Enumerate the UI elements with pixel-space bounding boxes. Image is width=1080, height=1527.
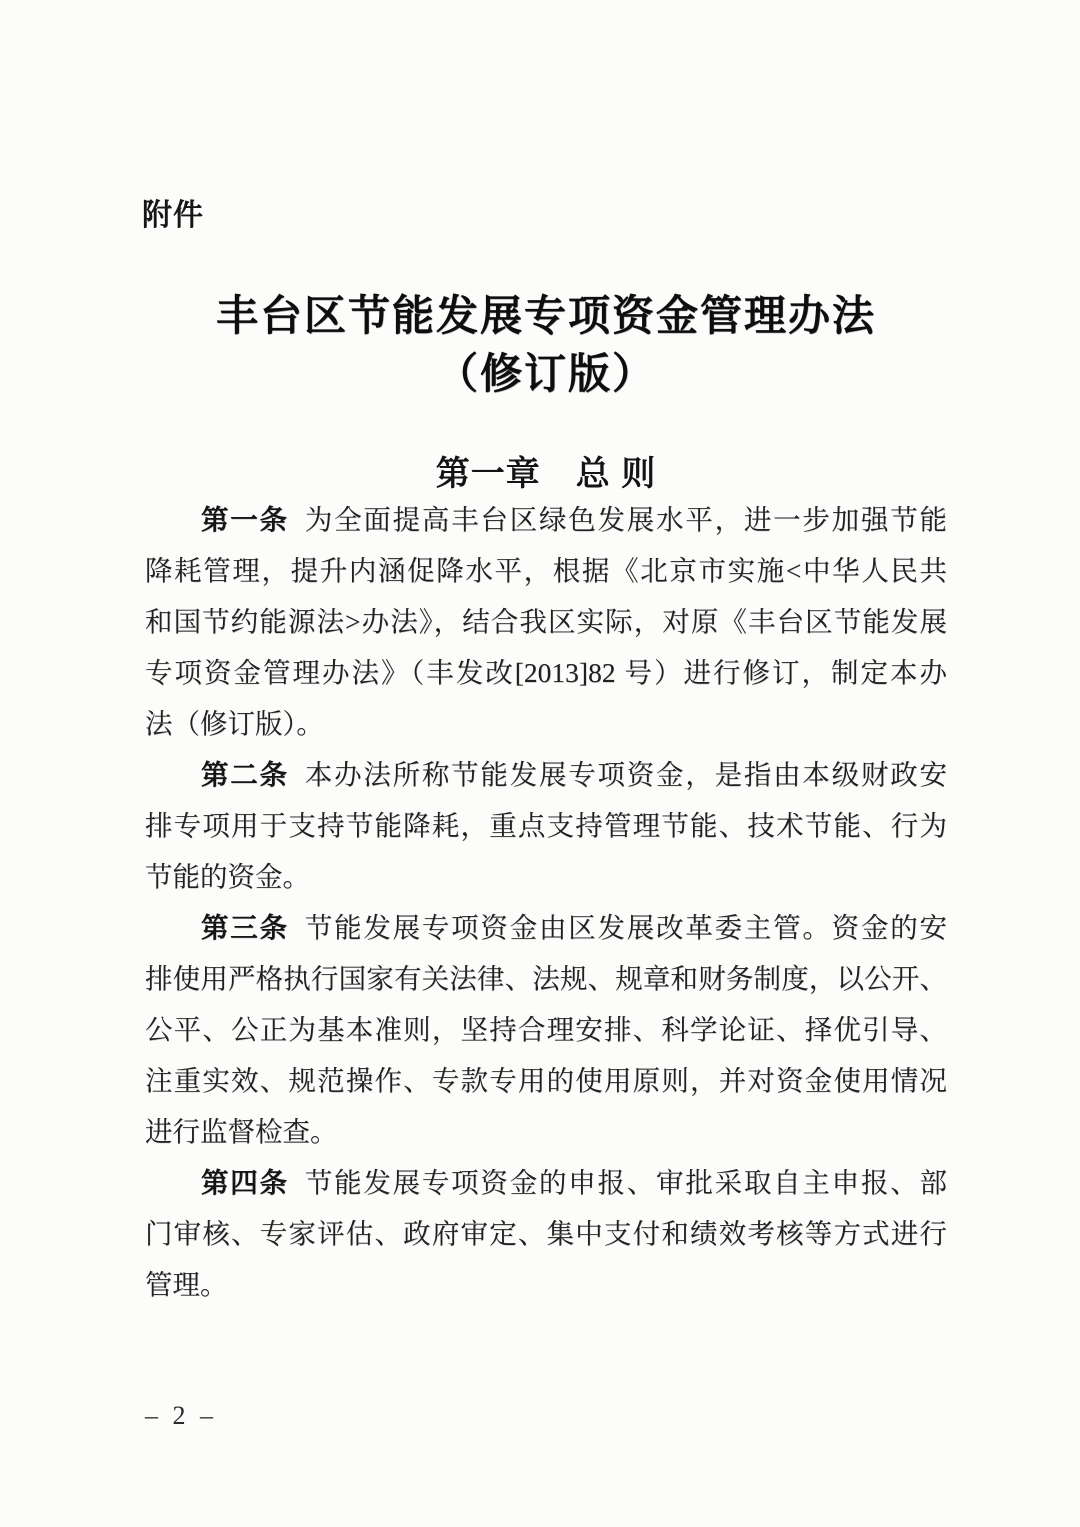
article-3-line-5: 进行监督检查。 [145, 1116, 338, 1147]
article-3-line-4: 注重实效、规范操作、专款专用的使用原则，并对资金使用情况 [145, 1065, 947, 1096]
article-2-text-1: 本办法所称节能发展专项资金，是指由本级财政安 [304, 759, 947, 790]
document-title [145, 288, 947, 404]
title-line-2: （修订版） [435, 352, 656, 398]
article-3-line-2: 排使用严格执行国家有关法律、法规、规章和财务制度，以公开、 [145, 963, 947, 994]
article-3-label: 第三条 [201, 912, 289, 943]
article-1-line-5: 法（修订版）。 [145, 708, 324, 739]
article-1-line-1 [145, 494, 947, 545]
article-4-label: 第四条 [201, 1167, 289, 1198]
article-1-line-3: 和国节约能源法>办法》，结合我区实际，对原《丰台区节能发展 [145, 606, 947, 637]
article-1-line-2: 降耗管理，提升内涵促降水平，根据《北京市实施<中华人民共 [145, 555, 947, 586]
article-4-text-1: 节能发展专项资金的申报、审批采取自主申报、部 [304, 1167, 947, 1198]
article-2-line-2: 排专项用于支持节能降耗，重点支持管理节能、技术节能、行为 [145, 810, 947, 841]
article-4-line-3: 管理。 [145, 1269, 228, 1300]
page-number: – 2 – [145, 1401, 217, 1430]
article-2-label: 第二条 [201, 759, 289, 790]
attachment-label: 附件 [142, 199, 204, 232]
article-4-line-1 [145, 1157, 947, 1208]
chapter-heading: 第一章 总 则 [435, 455, 657, 493]
article-3-line-3: 公平、公正为基本准则，坚持合理安排、科学论证、择优引导、 [145, 1014, 947, 1045]
article-1-line-4: 专项资金管理办法》（丰发改[2013]82 号）进行修订，制定本办 [145, 657, 947, 688]
document-body [145, 494, 947, 1310]
article-1-label: 第一条 [201, 504, 289, 535]
article-4-line-2: 门审核、专家评估、政府审定、集中支付和绩效考核等方式进行 [145, 1218, 947, 1249]
title-line-1: 丰台区节能发展专项资金管理办法 [215, 294, 876, 340]
article-2-line-1 [145, 749, 947, 800]
article-2-line-3: 节能的资金。 [145, 861, 310, 892]
article-3-text-1: 节能发展专项资金由区发展改革委主管。资金的安 [304, 912, 947, 943]
article-3-line-1 [145, 902, 947, 953]
article-1-text-1: 为全面提高丰台区绿色发展水平，进一步加强节能 [304, 504, 947, 535]
